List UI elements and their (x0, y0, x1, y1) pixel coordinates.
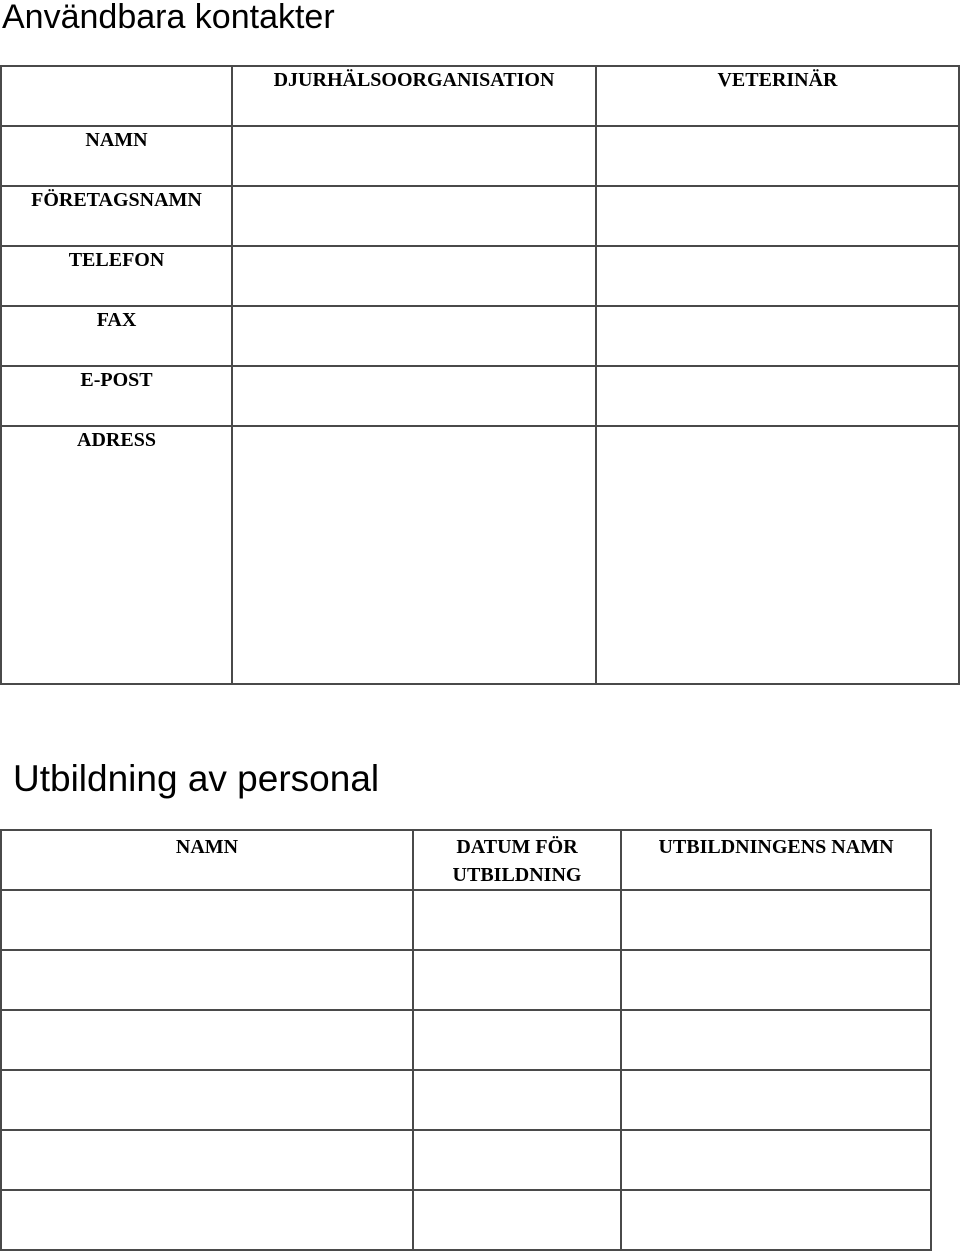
contacts-row-fax (1, 306, 959, 366)
column-header-djurhalsoorganisation: DJURHÄLSOORGANISATION (232, 66, 596, 126)
cell-telefon-djurhalsoorganisation[interactable] (232, 246, 596, 306)
row-label-namn: NAMN (1, 126, 232, 186)
training-header-row (1, 830, 931, 890)
row-label-epost: E-POST (1, 366, 232, 426)
column-header-datum: DATUM FÖR UTBILDNING (413, 830, 621, 890)
row-label-fax: FAX (1, 306, 232, 366)
cell-foretagsnamn-djurhalsoorganisation[interactable] (232, 186, 596, 246)
training-cell-namn[interactable] (1, 1010, 413, 1070)
training-cell-datum[interactable] (413, 1070, 621, 1130)
training-cell-namn[interactable] (1, 890, 413, 950)
training-cell-datum[interactable] (413, 1130, 621, 1190)
training-cell-utbildning[interactable] (621, 1130, 931, 1190)
contacts-row-namn (1, 126, 959, 186)
training-cell-utbildning[interactable] (621, 1070, 931, 1130)
training-cell-utbildning[interactable] (621, 1010, 931, 1070)
training-row (1, 890, 931, 950)
training-row (1, 1070, 931, 1130)
row-label-foretagsnamn: FÖRETAGSNAMN (1, 186, 232, 246)
training-cell-datum[interactable] (413, 950, 621, 1010)
column-header-namn: NAMN (1, 830, 413, 890)
column-header-veterinar: VETERINÄR (596, 66, 959, 126)
cell-epost-djurhalsoorganisation[interactable] (232, 366, 596, 426)
contacts-row-foretagsnamn (1, 186, 959, 246)
cell-epost-veterinar[interactable] (596, 366, 959, 426)
training-table (0, 829, 932, 1251)
contacts-header-row (1, 66, 959, 126)
training-cell-utbildning[interactable] (621, 890, 931, 950)
contacts-heading: Användbara kontakter (2, 0, 335, 36)
training-cell-namn[interactable] (1, 1130, 413, 1190)
cell-fax-veterinar[interactable] (596, 306, 959, 366)
contacts-row-adress (1, 426, 959, 684)
cell-namn-djurhalsoorganisation[interactable] (232, 126, 596, 186)
training-row (1, 1130, 931, 1190)
cell-fax-djurhalsoorganisation[interactable] (232, 306, 596, 366)
training-cell-datum[interactable] (413, 890, 621, 950)
training-cell-utbildning[interactable] (621, 950, 931, 1010)
training-cell-namn[interactable] (1, 1070, 413, 1130)
cell-foretagsnamn-veterinar[interactable] (596, 186, 959, 246)
row-label-telefon: TELEFON (1, 246, 232, 306)
cell-telefon-veterinar[interactable] (596, 246, 959, 306)
training-cell-namn[interactable] (1, 1190, 413, 1250)
training-cell-datum[interactable] (413, 1010, 621, 1070)
contacts-corner-cell (1, 66, 232, 126)
contacts-table (0, 65, 960, 685)
training-row (1, 950, 931, 1010)
training-row (1, 1190, 931, 1250)
training-heading: Utbildning av personal (13, 758, 380, 799)
training-cell-datum[interactable] (413, 1190, 621, 1250)
training-cell-namn[interactable] (1, 950, 413, 1010)
cell-namn-veterinar[interactable] (596, 126, 959, 186)
contacts-row-telefon (1, 246, 959, 306)
training-cell-utbildning[interactable] (621, 1190, 931, 1250)
training-row (1, 1010, 931, 1070)
column-header-utbildningens-namn: UTBILDNINGENS NAMN (621, 830, 931, 890)
cell-adress-veterinar[interactable] (596, 426, 959, 684)
cell-adress-djurhalsoorganisation[interactable] (232, 426, 596, 684)
contacts-row-epost (1, 366, 959, 426)
row-label-adress: ADRESS (1, 426, 232, 684)
